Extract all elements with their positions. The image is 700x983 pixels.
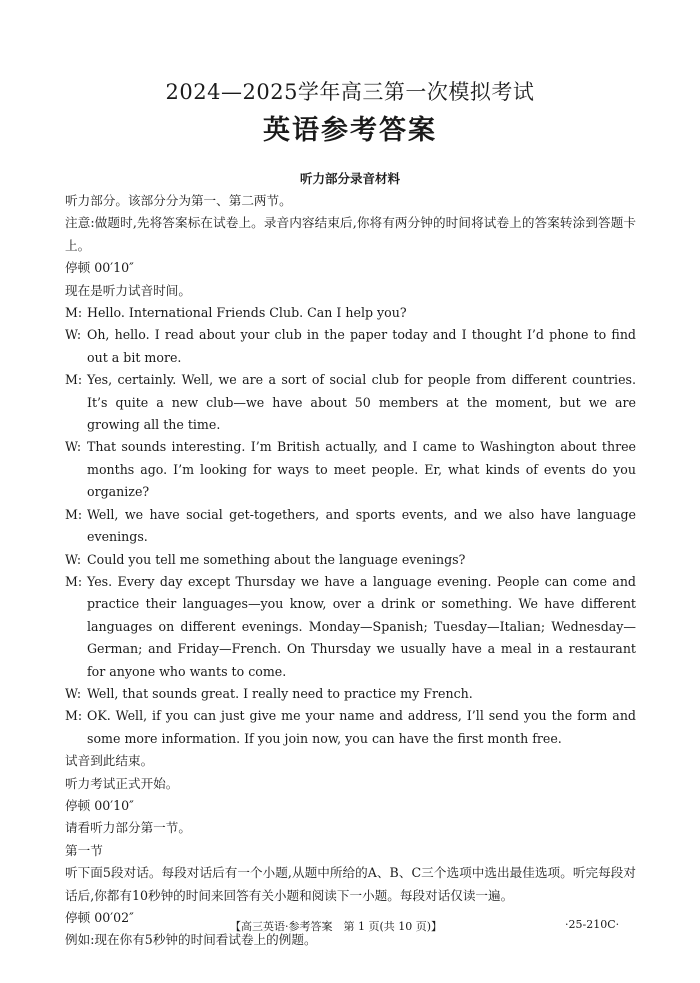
instruction-line: 听力部分。该部分分为第一、第二两节。 xyxy=(65,193,292,208)
speaker-label: W: xyxy=(65,685,82,701)
dialogue-text: Oh, hello. I read about your club in the paper today and I thought I’d phone to find out a bit more. xyxy=(87,327,636,365)
footer-code: ·25-210C· xyxy=(565,918,620,931)
transcript-body xyxy=(65,190,636,952)
speaker-label: M: xyxy=(65,305,83,321)
dialogue-text: Well, that sounds great. I really need to practice my French. xyxy=(87,685,473,701)
speaker-label: W: xyxy=(65,327,82,343)
instruction-line: 听力考试正式开始。 xyxy=(65,775,179,791)
dialogue-text: Hello. International Friends Club. Can I help you? xyxy=(87,305,407,321)
dialogue-line xyxy=(65,369,636,436)
dialogue-line xyxy=(65,705,636,750)
dialogue-text: That sounds interesting. I’m British actually, and I came to Washington about three months ago. I’m looking for ways to meet people. Er, what kinds of events do you organize? xyxy=(87,439,636,500)
dialogue-line xyxy=(65,504,636,549)
dialogue-text: Yes, certainly. Well, we are a sort of social club for people from different countries. It’s quite a new club—we have about 50 members at the moment, but we are growing all the time. xyxy=(87,372,636,433)
speaker-label: M: xyxy=(65,708,83,724)
dialogue-line xyxy=(65,549,636,571)
footer-page-info: 【高三英语·参考答案 第 1 页(共 10 页)】 xyxy=(230,920,443,933)
instruction-line: 停顿 00′02″ xyxy=(65,910,134,925)
speaker-label: W: xyxy=(65,551,82,567)
instruction-line: 现在是听力试音时间。 xyxy=(65,282,191,298)
dialogue-line xyxy=(65,571,636,683)
dialogue-text: OK. Well, if you can just give me your name and address, I’ll send you the form and some more information. If you join now, you can have the first month free. xyxy=(87,708,636,746)
dialogue-text: Could you tell me something about the language evenings? xyxy=(87,551,466,567)
instruction-line: 注意:做题时,先将答案标在试卷上。录音内容结束后,你将有两分钟的时间将试卷上的答案转涂到答题卡上。 xyxy=(65,215,636,253)
exam-title: 2024—2025学年高三第一次模拟考试 xyxy=(165,80,535,104)
instruction-line: 试音到此结束。 xyxy=(65,753,154,769)
dialogue-line xyxy=(65,683,636,705)
instruction-line: 听下面5段对话。每段对话后有一个小题,从题中所给的A、B、C三个选项中选出最佳选项。听完每段对话后,你都有10秒钟的时间来回答有关小题和阅读下一小题。每段对话仅读一遍。 xyxy=(65,865,636,903)
instruction-line: 第一节 xyxy=(65,842,103,858)
speaker-label: M: xyxy=(65,372,83,388)
dialogue-line xyxy=(65,324,636,369)
dialogue-text: Yes. Every day except Thursday we have a language evening. People can come and practice their languages—you know, over a drink or something. We have different languages on different evenings. Monday—Spanish; Tuesday—Italian; Wednesday—German; and Friday—French. On Thursday we usually have a meal in a restaurant for anyone who wants to come. xyxy=(87,573,636,679)
instruction-line: 停顿 00′10″ xyxy=(65,797,134,813)
dialogue-line xyxy=(65,436,636,503)
section-heading: 听力部分录音材料 xyxy=(299,171,400,186)
exam-subtitle: 英语参考答案 xyxy=(263,115,437,146)
dialogue-line xyxy=(65,302,636,324)
instruction-line: 停顿 00′10″ xyxy=(65,260,134,276)
speaker-label: M: xyxy=(65,573,83,589)
dialogue-text: Well, we have social get-togethers, and sports events, and we also have language evenings. xyxy=(87,506,636,545)
speaker-label: W: xyxy=(65,439,82,455)
speaker-label: M: xyxy=(65,506,83,522)
instruction-line: 例如:现在你有5秒钟的时间看试卷上的例题。 xyxy=(65,932,317,948)
instruction-line: 请看听力部分第一节。 xyxy=(65,820,191,836)
